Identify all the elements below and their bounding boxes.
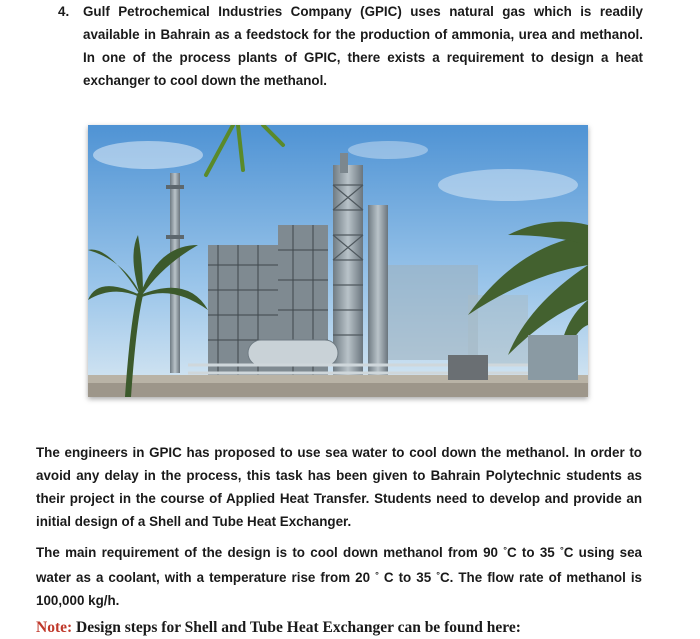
paragraph-engineers: The engineers in GPIC has proposed to use sea water to cool down the methanol. In order to avoid any delay in the process, this task has been given to Bahrain Polytechnic students as their project in the course of Applied Heat Transfer. Students need to develop and provide an initial design of a Shell and Tube Heat Exchanger. [36,445,642,529]
degree-symbol: ° [503,545,507,555]
requirement-text-1: The main requirement of the design is to cool down methanol from 90 [36,545,504,561]
plant-photo [88,125,588,397]
question-number: 4. [58,4,70,19]
requirement-text-5: C. The flow rate of methanol is 100,000 kg/h. [36,570,643,609]
degree-symbol: ° [436,570,440,581]
requirement-text-3: C using sea water as a coolant, with a temperature rise from 20 [36,545,642,586]
degree-symbol: ° [375,570,379,581]
requirement-text-4: C to 35 [378,570,437,586]
note-label: Note: [36,619,73,636]
note-text: Design steps for Shell and Tube Heat Exchanger can be found here: [72,619,521,636]
question-block [58,0,643,92]
paragraph-requirement [36,539,642,612]
question-text: Gulf Petrochemical Industries Company (GPIC) uses natural gas which is readily available in Bahrain as a feedstock for the production of ammonia, urea and methanol. In one of the process plants of GPIC, there exists a requirement to design a heat exchanger to cool down the methanol. [83,4,643,88]
plant-illustration [88,125,588,397]
degree-symbol: ° [559,545,564,555]
requirement-text-2: C to 35 [506,545,560,561]
